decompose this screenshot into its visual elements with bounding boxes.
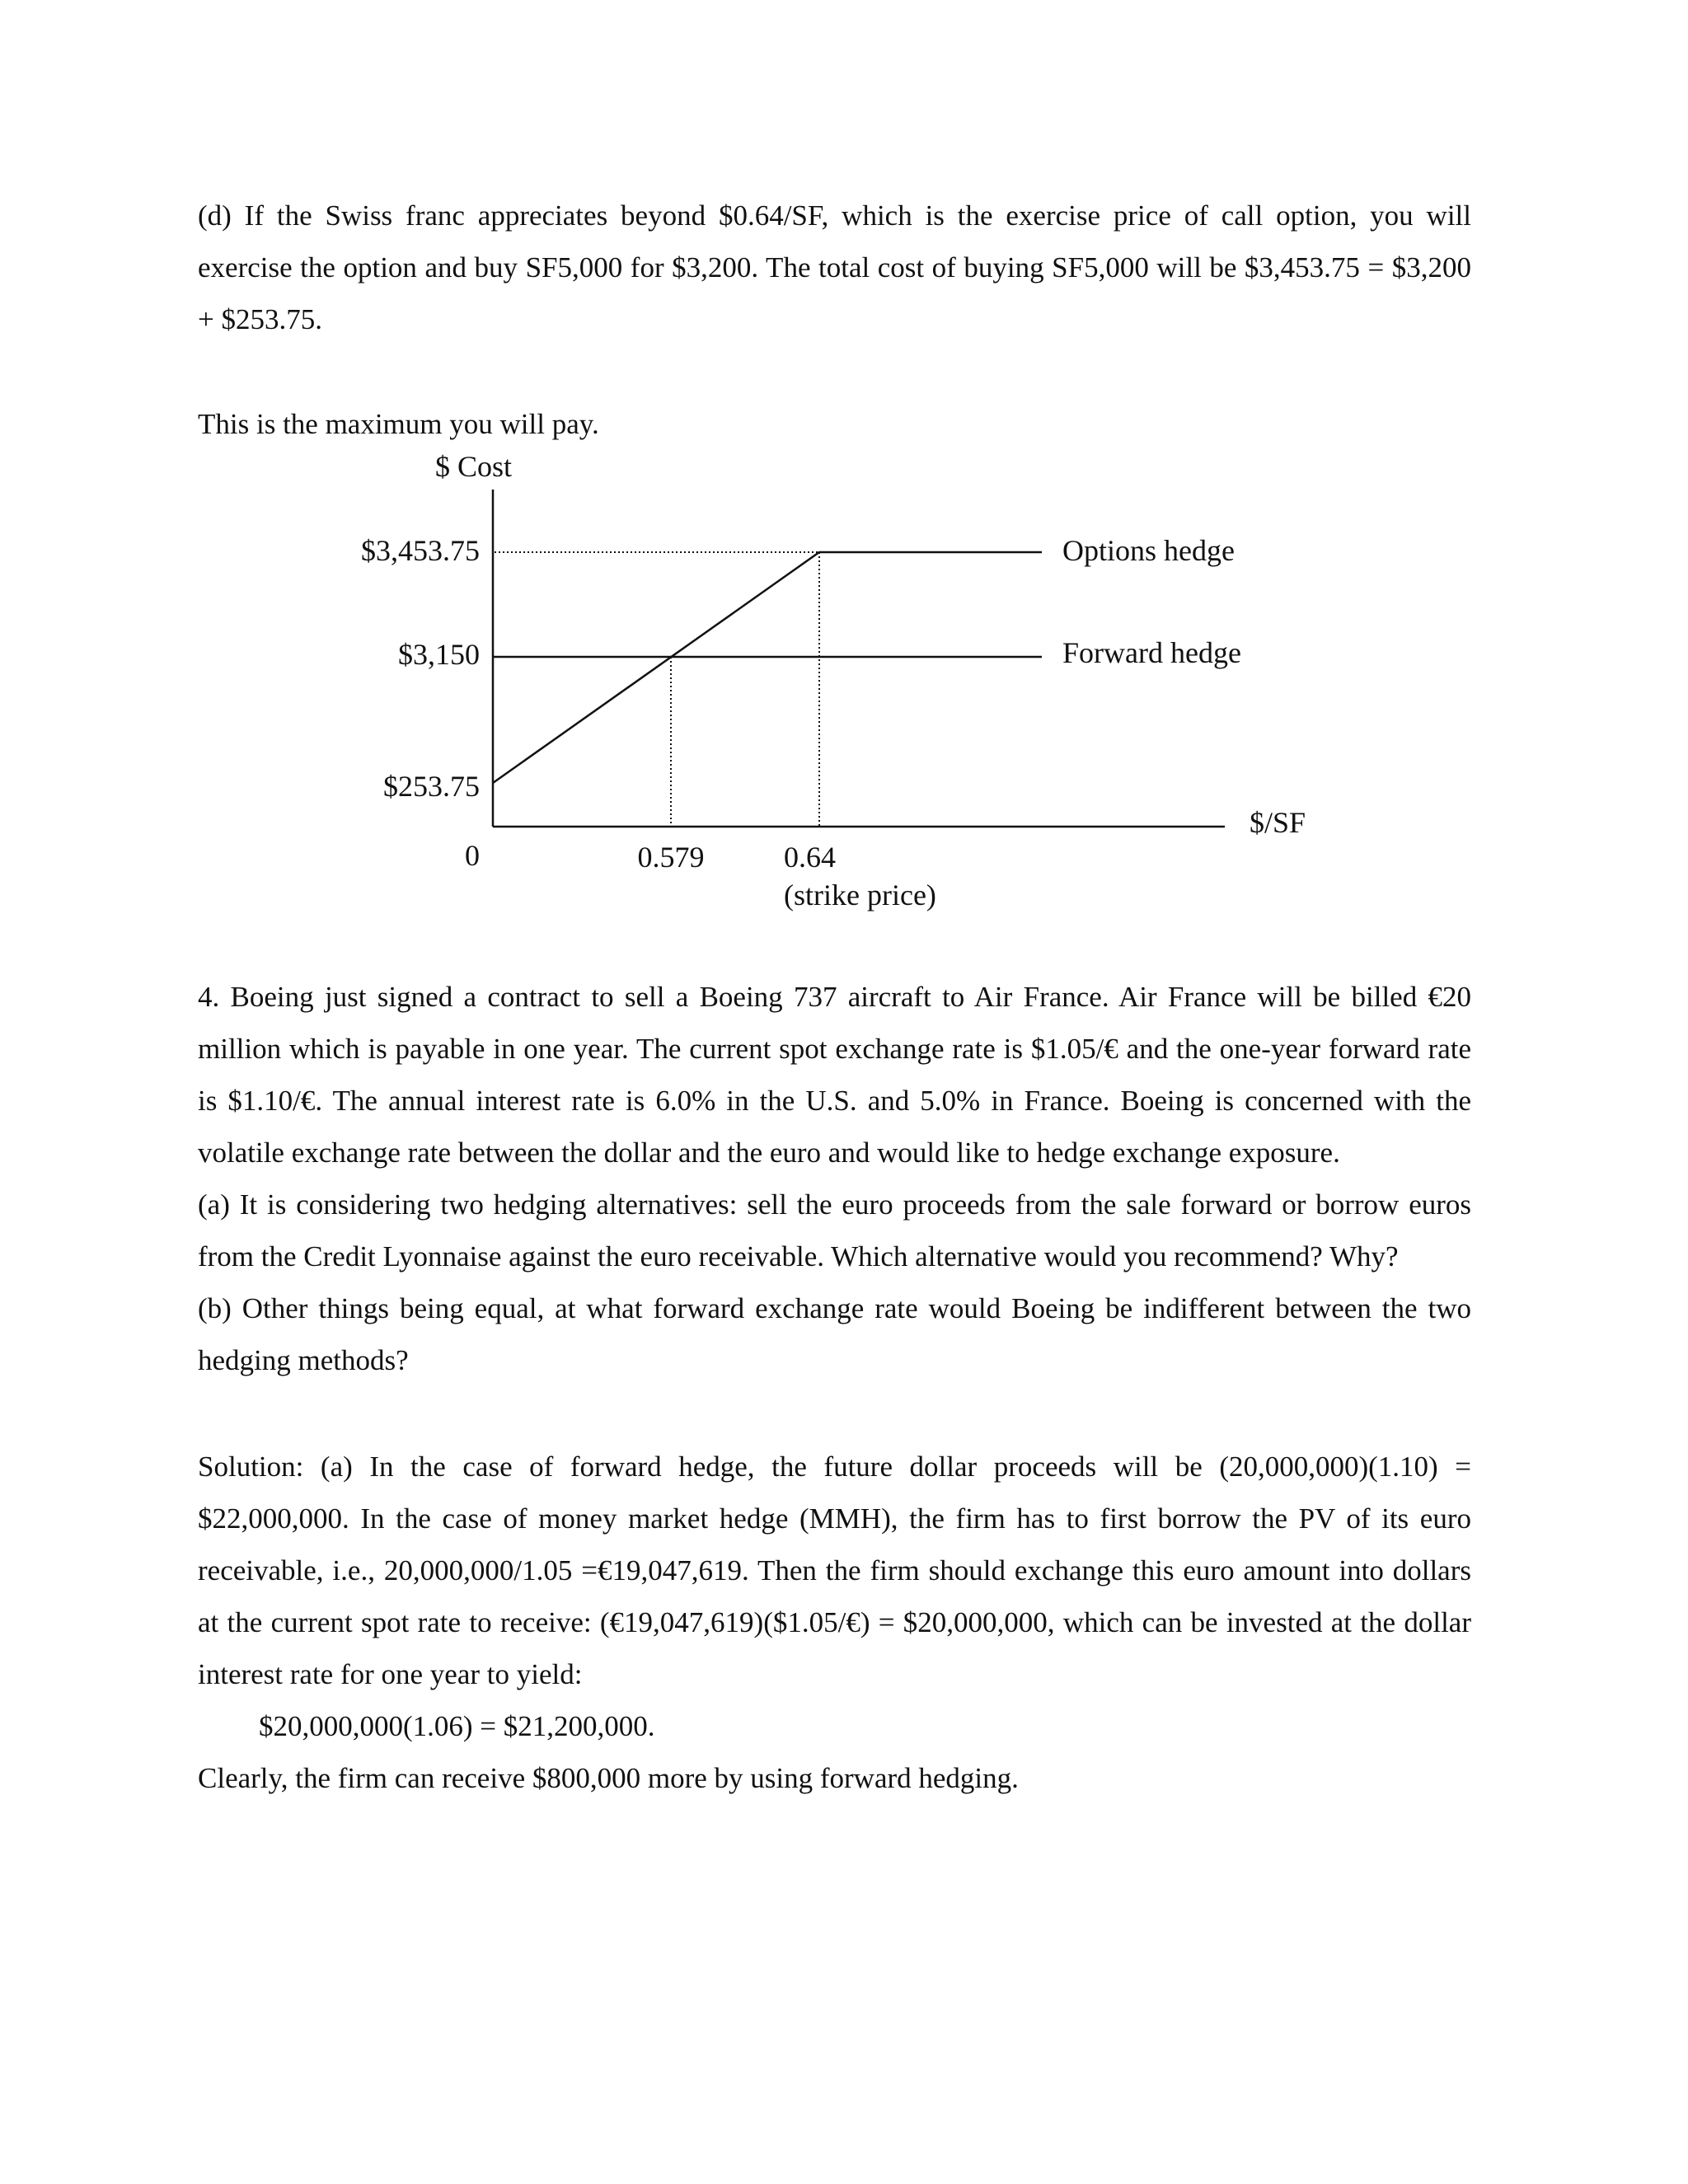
figure-space: [198, 450, 1471, 971]
solution-conclusion: Clearly, the firm can receive $800,000 more by using forward hedging.: [198, 1762, 1019, 1794]
forward-hedge-label: Forward hedge: [1062, 636, 1241, 669]
x-axis-label: $/SF: [1250, 806, 1306, 839]
solution-paragraph: Solution: (a) In the case of forward hedge, the future dollar proceeds will be (20,000,000)(1.10) = $22,000,000. In the case of money market hedge (MMH), the firm has to first borrow the PV of its euro receivable, i.e., 20,000,000/1.05 =€19,047,619. Then the firm should exchange this euro amount into dollars at the current spot rate to receive: (€19,047,619)($1.05/€) = $20,000,000, which can be invested at the dollar interest rate for one year to yield:: [198, 1451, 1471, 1690]
options-hedge-label: Options hedge: [1062, 534, 1235, 567]
origin-label: 0: [465, 839, 480, 872]
y-axis-label: $ Cost: [435, 450, 513, 483]
x-tick-strike: 0.64: [784, 841, 836, 874]
y-tick-forward-cost: $3,150: [398, 638, 480, 671]
solution-equation: $20,000,000(1.06) = $21,200,000.: [259, 1710, 655, 1742]
problem-4-part-b: (b) Other things being equal, at what forward exchange rate would Boeing be indifferent between the two hedging methods?: [198, 1292, 1471, 1376]
document-page: [198, 190, 1471, 1804]
section-d-paragraph: (d) If the Swiss franc appreciates beyond $0.64/SF, which is the exercise price of call option, you will exercise the option and buy SF5,000 for $3,200. The total cost of buying SF5,000 will be $3,453.75 = $3,200 + $253.75.: [198, 199, 1471, 335]
y-tick-max-cost: $3,453.75: [361, 534, 480, 567]
max-payment-note: This is the maximum you will pay.: [198, 408, 599, 440]
problem-4-part-a: (a) It is considering two hedging alternatives: sell the euro proceeds from the sale forward or borrow euros from the Credit Lyonnaise against the euro receivable. Which alternative would you recommend? Why?: [198, 1188, 1471, 1272]
y-tick-premium: $253.75: [383, 770, 480, 803]
strike-note: (strike price): [784, 879, 936, 912]
problem-4-statement: 4. Boeing just signed a contract to sell a Boeing 737 aircraft to Air France. Air France will be billed €20 million which is payable in one year. The current spot exchange rate is $1.05/€ and the one-year forward rate is $1.10/€. The annual interest rate is 6.0% in the U.S. and 5.0% in France. Boeing is concerned with the volatile exchange rate between the dollar and the euro and would like to hedge exchange exposure.: [198, 981, 1471, 1169]
x-tick-breakeven: 0.579: [637, 841, 705, 874]
